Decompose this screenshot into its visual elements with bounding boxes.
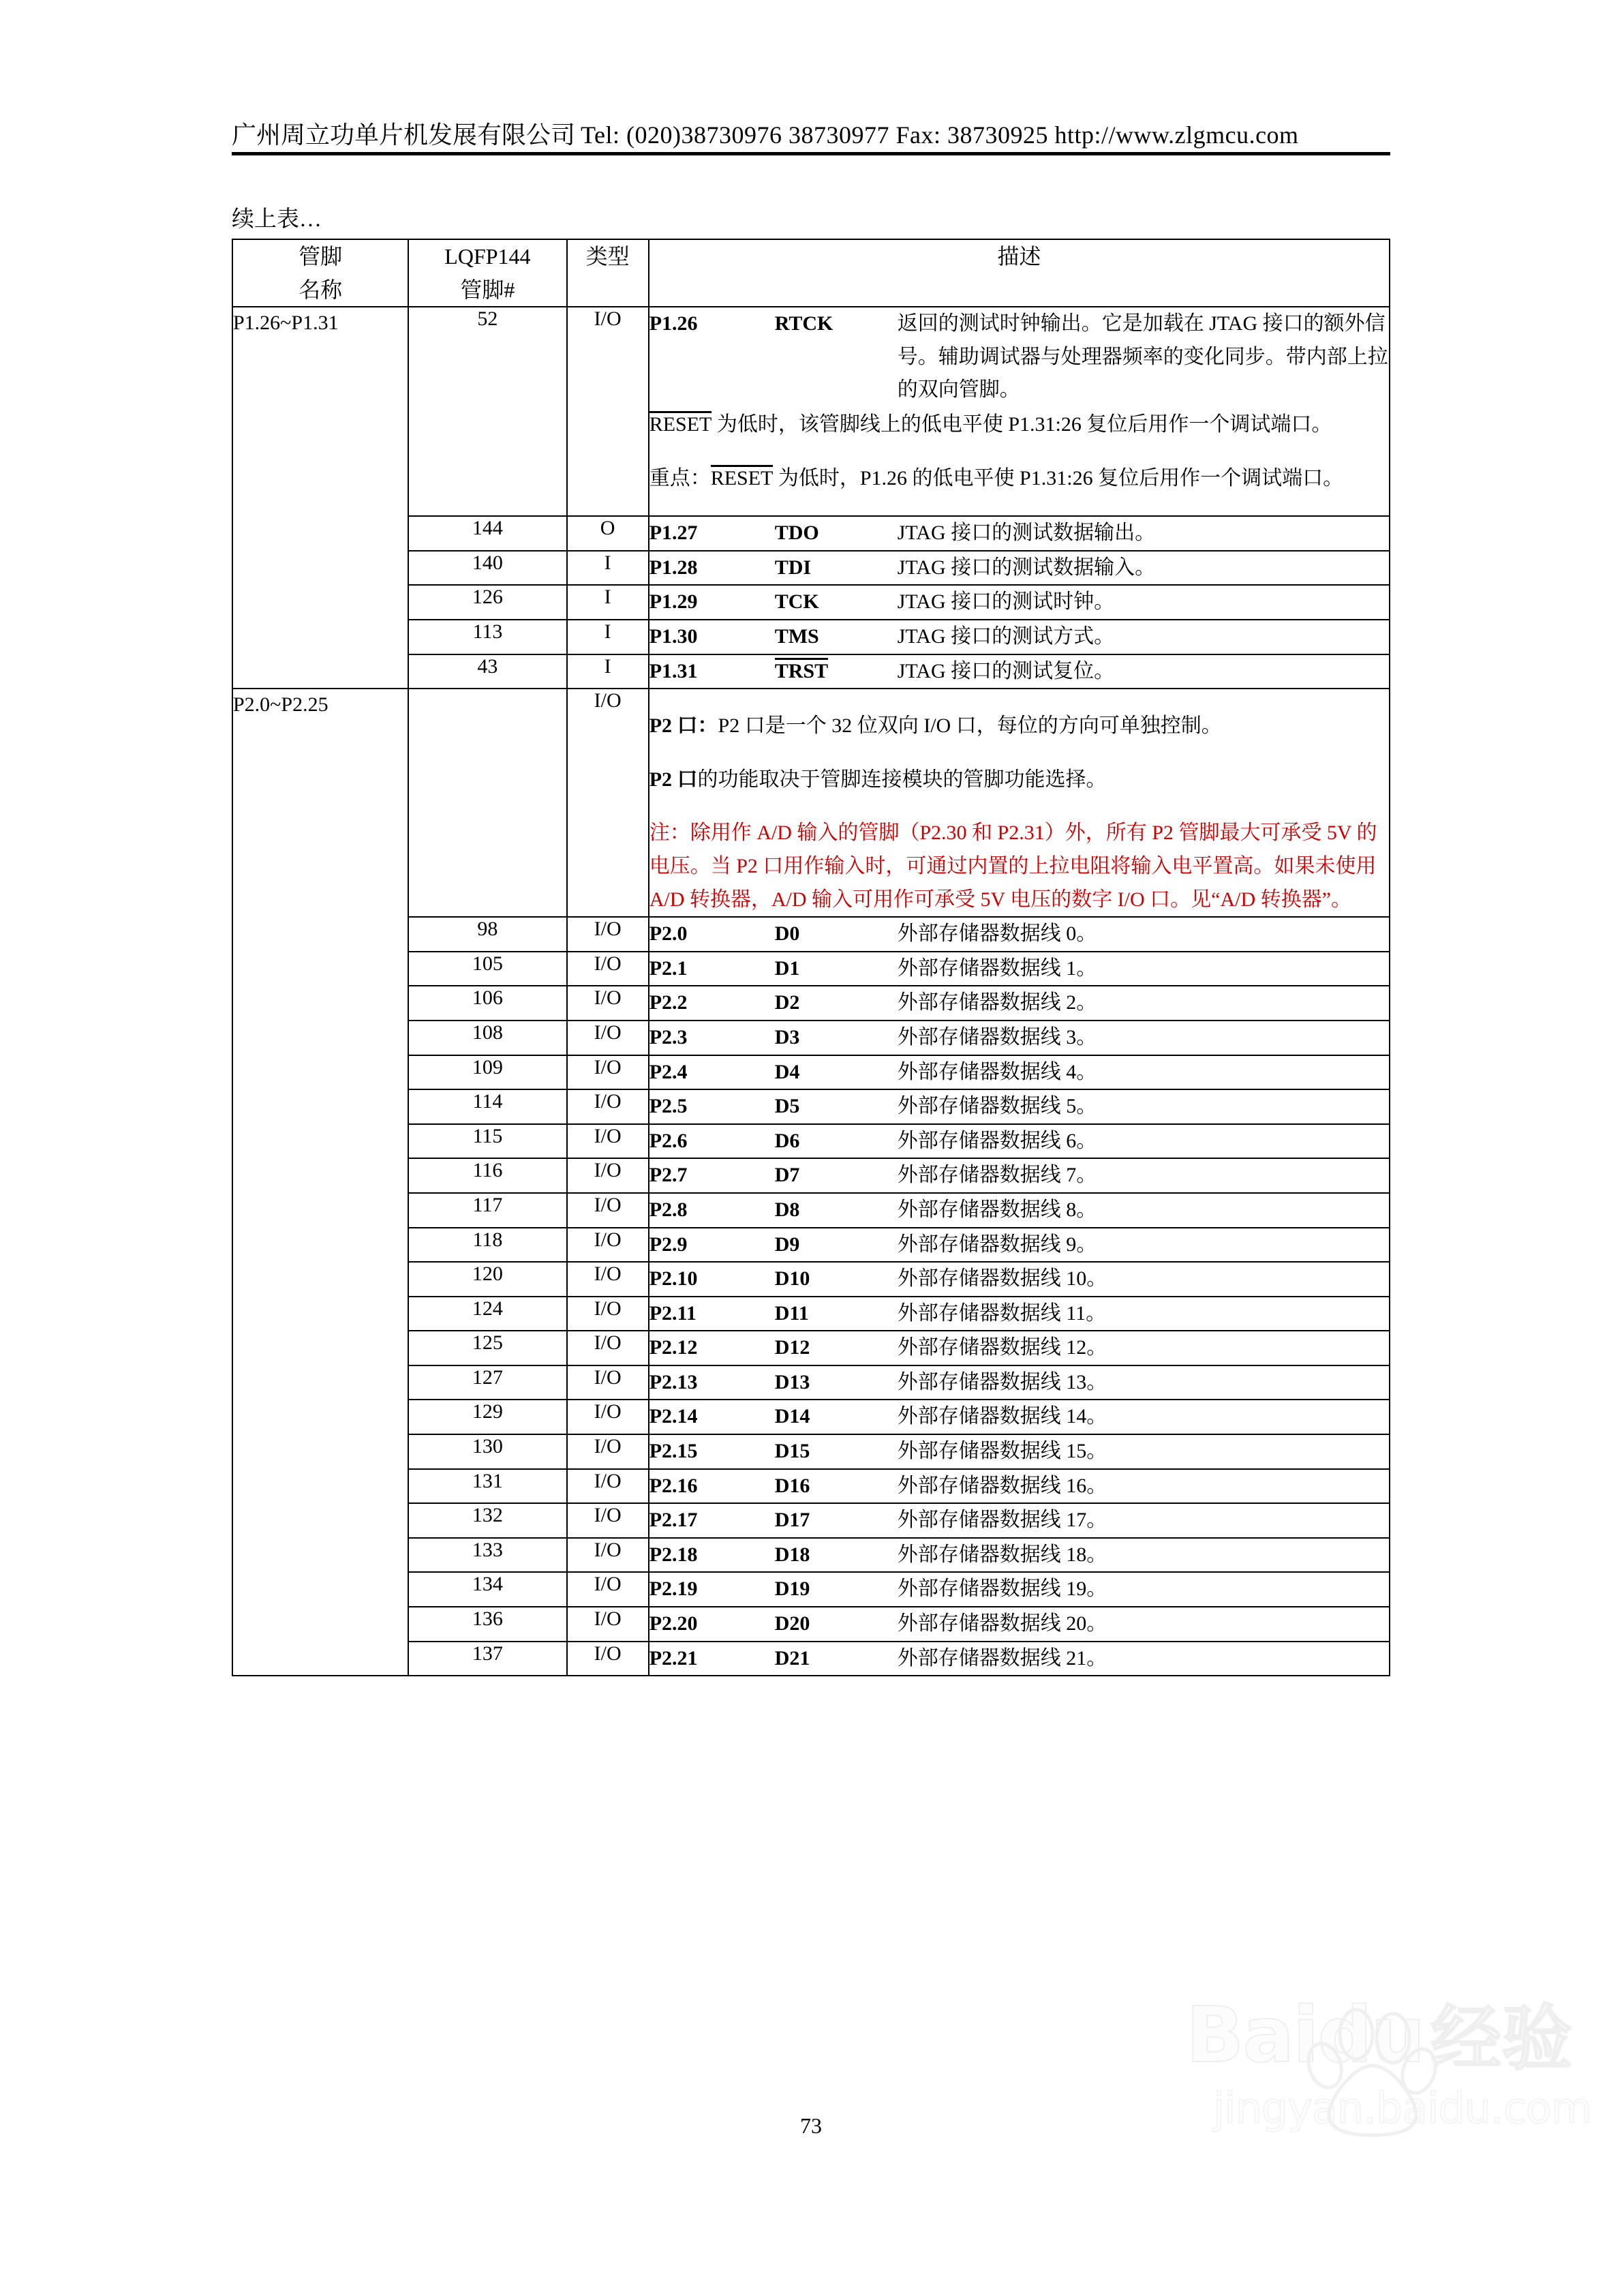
watermark-url: jingyan.baidu.com <box>1213 2083 1592 2133</box>
alternate-function-name: D16 <box>774 1474 810 1497</box>
cell-description <box>649 1642 1390 1676</box>
cell-type: I/O <box>567 1055 649 1090</box>
p2-intro-text-2: 的功能取决于管脚连接模块的管脚功能选择。 <box>697 768 1107 791</box>
description-text: 外部存储器数据线 5。 <box>897 1095 1097 1118</box>
description-text: 外部存储器数据线 12。 <box>897 1336 1107 1359</box>
cell-type: I/O <box>567 1538 649 1573</box>
description-text: JTAG 接口的测试复位。 <box>897 659 1115 682</box>
cell-pin-name: P1.26~P1.31 <box>232 307 408 689</box>
cell-description <box>649 1365 1390 1400</box>
page-number: 73 <box>800 2113 822 2138</box>
p2-port-label: P2 口： <box>649 714 718 738</box>
cell-pin-name: P2.0~P2.25 <box>232 689 408 1676</box>
p2-red-note <box>649 817 1389 916</box>
cell-description <box>649 689 1390 917</box>
signal-name: P2.19 <box>649 1577 698 1601</box>
cell-pin-number: 137 <box>408 1642 566 1676</box>
cell-description <box>649 620 1390 654</box>
description-text: 外部存储器数据线 18。 <box>897 1543 1107 1566</box>
cell-description <box>649 585 1390 620</box>
signal-name: P2.10 <box>649 1267 698 1290</box>
running-header <box>232 116 1390 151</box>
description-text: 外部存储器数据线 8。 <box>897 1198 1097 1221</box>
alternate-function-name: D9 <box>774 1233 800 1256</box>
reset-signal-overline: RESET <box>649 411 712 436</box>
alternate-function-name: D13 <box>774 1370 810 1393</box>
cell-description <box>649 516 1390 551</box>
cell-type: O <box>567 516 649 551</box>
p2-red-note-text: 注：除用作 A/D 输入的管脚（P2.30 和 P2.31）外，所有 P2 管脚最大可承受 5V 的电压。当 P2 口用作输入时，可通过内置的上拉电阻将输入电平置高。如果未使用 A/D 转换器，A/D 输入可用作可承受 5V 电压的数字 I/O 口。见“A/D 转换器”。 <box>649 821 1377 911</box>
cell-description <box>649 1158 1390 1193</box>
signal-name: P2.15 <box>649 1440 698 1463</box>
signal-name: P2.5 <box>649 1095 688 1118</box>
signal-name: P2.12 <box>649 1336 698 1359</box>
cell-type: I/O <box>567 1469 649 1504</box>
signal-name: P2.8 <box>649 1198 688 1221</box>
cell-pin-number: 108 <box>408 1021 566 1055</box>
pin-description-table <box>232 239 1390 1676</box>
description-text: 外部存储器数据线 4。 <box>897 1060 1097 1083</box>
description-text: 外部存储器数据线 13。 <box>897 1370 1107 1393</box>
cell-description <box>649 986 1390 1021</box>
p2-port-label-2: P2 口 <box>649 768 698 791</box>
description-text: 外部存储器数据线 10。 <box>897 1267 1107 1290</box>
signal-name: P1.31 <box>649 659 698 682</box>
cell-pin-number: 106 <box>408 986 566 1021</box>
cell-type: I/O <box>567 1124 649 1159</box>
cell-description <box>649 1124 1390 1159</box>
alternate-function-name: TDI <box>774 556 812 579</box>
cell-pin-number: 130 <box>408 1434 566 1469</box>
alternate-function-name: D5 <box>774 1095 800 1118</box>
description-text: 外部存储器数据线 15。 <box>897 1440 1107 1463</box>
signal-name: P2.9 <box>649 1233 688 1256</box>
alternate-function-name: TMS <box>774 625 819 648</box>
cell-pin-number: 136 <box>408 1607 566 1642</box>
cell-pin-number: 129 <box>408 1400 566 1434</box>
alternate-function-name: D6 <box>774 1129 800 1152</box>
signal-name: P2.2 <box>649 991 688 1014</box>
cell-pin-number: 125 <box>408 1331 566 1365</box>
table-header-row <box>232 239 1390 307</box>
cell-description <box>649 1262 1390 1297</box>
cell-pin-number <box>408 689 566 917</box>
description-text: JTAG 接口的测试数据输入。 <box>897 556 1156 579</box>
signal-name: P1.29 <box>649 590 698 614</box>
cell-type: I/O <box>567 1572 649 1607</box>
cell-pin-number: 117 <box>408 1193 566 1228</box>
key-note-paragraph <box>649 462 1389 496</box>
cell-type: I/O <box>567 1607 649 1642</box>
cell-description <box>649 1193 1390 1228</box>
cell-pin-number: 43 <box>408 654 566 689</box>
alternate-function-name: D17 <box>774 1509 810 1532</box>
cell-type: I/O <box>567 1021 649 1055</box>
cell-type: I <box>567 654 649 689</box>
cell-pin-number: 133 <box>408 1538 566 1573</box>
table-body <box>232 307 1390 1676</box>
cell-type: I/O <box>567 1297 649 1331</box>
cell-description <box>649 654 1390 689</box>
watermark-brand: Baidu <box>1186 1991 1424 2080</box>
signal-name: P2.1 <box>649 956 688 980</box>
key-note-text: 为低时，P1.26 的低电平使 P1.31:26 复位后用作一个调试端口。 <box>773 466 1344 489</box>
signal-name: P2.20 <box>649 1612 698 1635</box>
description-text: 外部存储器数据线 3。 <box>897 1025 1097 1048</box>
column-header-pin-name: 管脚 名称 <box>232 239 408 307</box>
cell-pin-number: 115 <box>408 1124 566 1159</box>
cell-description <box>649 1089 1390 1124</box>
description-text: 外部存储器数据线 7。 <box>897 1164 1097 1187</box>
cell-pin-number: 127 <box>408 1365 566 1400</box>
cell-type: I <box>567 551 649 586</box>
cell-pin-number: 126 <box>408 585 566 620</box>
signal-name: P2.3 <box>649 1025 688 1048</box>
cell-pin-number: 109 <box>408 1055 566 1090</box>
cell-type: I/O <box>567 1089 649 1124</box>
signal-name: P2.13 <box>649 1370 698 1393</box>
header-company: 广州周立功单片机发展有限公司 <box>232 121 576 149</box>
alternate-function-name: TDO <box>774 522 819 545</box>
alternate-function-name <box>752 655 898 689</box>
signal-name: P2.0 <box>649 922 688 946</box>
cell-description <box>649 1297 1390 1331</box>
cell-pin-number: 113 <box>408 620 566 654</box>
signal-name: P2.4 <box>649 1060 688 1083</box>
alternate-function-name: D0 <box>774 922 800 946</box>
alternate-function-name: D21 <box>774 1646 810 1670</box>
cell-description <box>649 1228 1390 1263</box>
signal-name: P2.7 <box>649 1164 688 1187</box>
table-row <box>232 689 1390 917</box>
description-text: JTAG 接口的测试方式。 <box>897 625 1115 648</box>
cell-type: I/O <box>567 1331 649 1365</box>
cell-description <box>649 1331 1390 1365</box>
cell-type: I/O <box>567 1158 649 1193</box>
cell-description <box>649 1055 1390 1090</box>
cell-pin-number: 144 <box>408 516 566 551</box>
header-contact: Tel: (020)38730976 38730977 Fax: 38730925 http://www.zlgmcu.com <box>581 121 1299 149</box>
cell-description <box>649 952 1390 986</box>
description-text: 外部存储器数据线 9。 <box>897 1233 1097 1256</box>
cell-pin-number: 105 <box>408 952 566 986</box>
cell-description <box>649 1400 1390 1434</box>
key-note-label: 重点： <box>649 466 711 489</box>
cell-pin-number: 52 <box>408 307 566 516</box>
alternate-function-name: D3 <box>774 1025 800 1048</box>
cell-pin-number: 131 <box>408 1469 566 1504</box>
signal-name: P2.6 <box>649 1129 688 1152</box>
cell-type: I/O <box>567 952 649 986</box>
alternate-function-name: D10 <box>774 1267 810 1290</box>
watermark-brand-cn: 经验 <box>1430 1997 1573 2080</box>
alternate-function-name: RTCK <box>774 312 833 335</box>
column-header-type: 类型 <box>567 239 649 307</box>
trst-signal-overline: TRST <box>775 658 828 682</box>
cell-pin-number: 134 <box>408 1572 566 1607</box>
alternate-function-name: D18 <box>774 1543 810 1566</box>
table-row <box>232 307 1390 516</box>
cell-type: I/O <box>567 986 649 1021</box>
reset-note-text: 为低时，该管脚线上的低电平使 P1.31:26 复位后用作一个调试端口。 <box>711 413 1332 436</box>
description-text: 外部存储器数据线 16。 <box>897 1474 1107 1497</box>
cell-type: I/O <box>567 1365 649 1400</box>
alternate-function-name: D12 <box>774 1336 810 1359</box>
cell-type: I/O <box>567 1434 649 1469</box>
cell-description <box>649 1607 1390 1642</box>
description-text: 外部存储器数据线 20。 <box>897 1612 1107 1635</box>
column-header-description: 描述 <box>649 239 1390 307</box>
description-text: 外部存储器数据线 1。 <box>897 956 1097 980</box>
signal-name: P2.18 <box>649 1543 698 1566</box>
cell-description <box>649 551 1390 586</box>
continuation-note: 续上表… <box>232 207 322 232</box>
cell-type: I/O <box>567 1228 649 1263</box>
alternate-function-name: D14 <box>774 1405 810 1428</box>
alternate-function-name: D15 <box>774 1440 810 1463</box>
alternate-function-name: D4 <box>774 1060 800 1083</box>
signal-name: P1.27 <box>649 522 698 545</box>
cell-type: I <box>567 620 649 654</box>
cell-type: I/O <box>567 1193 649 1228</box>
header-rule <box>232 152 1390 155</box>
alternate-function-name: D1 <box>774 956 800 980</box>
p2-intro-line-2 <box>649 764 1389 797</box>
signal-name: P1.26 <box>649 312 698 335</box>
description-text: 外部存储器数据线 17。 <box>897 1509 1107 1532</box>
signal-name: P2.14 <box>649 1405 698 1428</box>
cell-pin-number: 132 <box>408 1503 566 1538</box>
reset-signal-overline: RESET <box>711 465 774 489</box>
cell-pin-number: 140 <box>408 551 566 586</box>
p2-intro-line-1 <box>649 710 1389 743</box>
alternate-function-name: D2 <box>774 991 800 1014</box>
pin-description-table-wrapper <box>232 239 1390 1676</box>
alternate-function-name: TCK <box>774 590 819 614</box>
p2-intro-text-1: P2 口是一个 32 位双向 I/O 口，每位的方向可单独控制。 <box>718 714 1222 738</box>
cell-description <box>649 917 1390 952</box>
cell-description <box>649 307 1390 516</box>
cell-pin-number: 98 <box>408 917 566 952</box>
cell-type: I/O <box>567 1503 649 1538</box>
cell-type: I/O <box>567 1400 649 1434</box>
cell-pin-number: 120 <box>408 1262 566 1297</box>
signal-name: P2.16 <box>649 1474 698 1497</box>
cell-pin-number: 116 <box>408 1158 566 1193</box>
description-text: 外部存储器数据线 19。 <box>897 1577 1107 1601</box>
cell-type: I <box>567 585 649 620</box>
cell-type: I/O <box>567 689 649 917</box>
description-text: 外部存储器数据线 11。 <box>897 1301 1107 1325</box>
alternate-function-name: D19 <box>774 1577 810 1601</box>
description-text: 外部存储器数据线 2。 <box>897 991 1097 1014</box>
cell-description <box>649 1021 1390 1055</box>
signal-name: P1.30 <box>649 625 698 648</box>
cell-pin-number: 124 <box>408 1297 566 1331</box>
cell-pin-number: 118 <box>408 1228 566 1263</box>
cell-description <box>649 1434 1390 1469</box>
signal-name: P1.28 <box>649 556 698 579</box>
description-text: 外部存储器数据线 0。 <box>897 922 1097 946</box>
alternate-function-name: D8 <box>774 1198 800 1221</box>
description-text: 外部存储器数据线 6。 <box>897 1129 1097 1152</box>
cell-type: I/O <box>567 307 649 516</box>
cell-type: I/O <box>567 1642 649 1676</box>
alternate-function-name: D7 <box>774 1164 800 1187</box>
cell-description <box>649 1538 1390 1573</box>
alternate-function-name: D20 <box>774 1612 810 1635</box>
description-text: 外部存储器数据线 21。 <box>897 1646 1107 1670</box>
signal-name: P2.21 <box>649 1646 698 1670</box>
signal-name: P2.17 <box>649 1509 698 1532</box>
description-text: JTAG 接口的测试时钟。 <box>897 590 1115 614</box>
cell-description <box>649 1503 1390 1538</box>
reset-note-paragraph <box>649 408 1389 442</box>
cell-type: I/O <box>567 917 649 952</box>
cell-description <box>649 1469 1390 1504</box>
description-text: JTAG 接口的测试数据输出。 <box>897 522 1156 545</box>
description-text: 返回的测试时钟输出。它是加载在 JTAG 接口的额外信号。辅助调试器与处理器频率的变化同步。带内部上拉的双向管脚。 <box>897 312 1388 402</box>
signal-name: P2.11 <box>649 1301 697 1325</box>
alternate-function-name: D11 <box>774 1301 809 1325</box>
column-header-lqfp144-pin: LQFP144 管脚# <box>408 239 566 307</box>
cell-description <box>649 1572 1390 1607</box>
cell-type: I/O <box>567 1262 649 1297</box>
baidu-experience-watermark <box>1186 1991 1608 2216</box>
cell-pin-number: 114 <box>408 1089 566 1124</box>
description-text: 外部存储器数据线 14。 <box>897 1405 1107 1428</box>
